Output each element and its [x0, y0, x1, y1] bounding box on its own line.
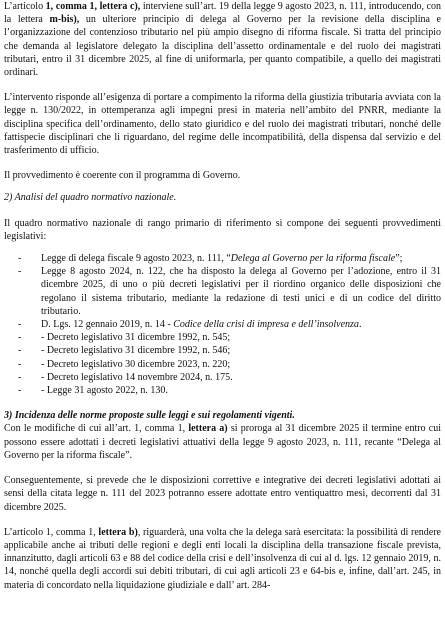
paragraph-article-1-letter-a: Con le modifiche di cui all’art. 1, comma 1, lettera a) si proroga al 31 dicembre 2025 il termine entro cui possono essere adottati i decreti legislativi attuativi della legge 9 agosto 2023, n. 111, recante “Delega al Governo per la riforma fiscale”.: [4, 423, 441, 461]
paragraph-article-1-letter-c: L’articolo 1, comma 1, lettera c), interviene sull’art. 19 della legge 9 agosto 2023, n. 111, introducendo, con la lettera m-bis), un ulteriore principio di delega al Governo per la revisione della disciplina e l’organizzazione del contenzioso tributario nel più ampio disegno di riforma fiscale. Si tratta del principio che demanda al legislatore delegato la disciplina dell’assetto ordinamentale e del ruolo dei magistrati tributari, entro il 31 dicembre 2025, al fine di uniformarla, per quanto compatibile, a quello dei magistrati ordinari.: [4, 1, 441, 79]
list-item: - Legge 8 agosto 2024, n. 122, che ha disposto la delega al Governo per l’adozione, entro il 31 dicembre 2025, di uno o più decreti legislativi per il riordino organico delle disposizioni che regolano il sistema tributario, mediante la redazione di testi unici e di un codice del diritto tributario.: [18, 266, 441, 317]
list-item: - - Decreto legislativo 31 dicembre 1992, n. 546;: [18, 345, 231, 357]
list-item: - D. Lgs. 12 gennaio 2019, n. 14 - Codice della crisi di impresa e dell’insolvenza.: [18, 319, 362, 331]
paragraph-corrective-provisions: Conseguentemente, si prevede che le disposizioni correttive e integrative dei decreti legislativi adottati ai sensi della citata legge n. 111 del 2023 potranno essere adottate entro ventiquattro mesi, decorrenti dal 31 dicembre 2025.: [4, 475, 441, 513]
section-heading-2: 2) Analisi del quadro normativo nazionale.: [4, 192, 177, 204]
list-item: - - Legge 31 agosto 2022, n. 130.: [18, 385, 168, 397]
list-item: - - Decreto legislativo 14 novembre 2024, n. 175.: [18, 371, 233, 383]
paragraph-article-1-letter-b: L’articolo 1, comma 1, lettera b), riguarderà, una volta che la delega sarà esercitata: la possibilità di rendere applicabile anche ai tributi delle regioni e degli enti locali la disciplina della transazione fiscale prevista, innanzitutto, dagli articoli 63 e 88 del codice della crisi e dell’insolvenza di cui al d. lgs. 12 gennaio 2019, n. 14, nonché quella degli accordi sui debiti tributari, di cui agli articoli 23 e 64-bis e, infine, dall’art. 245, in materia di concordato nella liquidazione giudiziale e dall’ art. 284-: [4, 526, 441, 591]
paragraph-intervention: L’intervento risponde all’esigenza di portare a compimento la riforma della giustizia tributaria avviata con la legge n. 130/2022, in ottemperanza agli impegni presi in materia nell’ambito del PNRR, mediante la disciplina specifica dell’ordinamento, dello stato giuridico e del ruolo dei magistrati tributari, nonché delle fattispecie disciplinari che li riguardano, del regime delle incompatibilità, della dispensa dal servizio e del trasferimento di ufficio.: [4, 92, 441, 157]
list-item: - - Decreto legislativo 31 dicembre 1992, n. 545;: [18, 332, 231, 344]
list-item: - - Decreto legislativo 30 dicembre 2023, n. 220;: [18, 358, 231, 370]
paragraph-normative-framework: Il quadro normativo nazionale di rango primario di riferimento si compone dei seguenti provvedimenti legislativi:: [4, 217, 441, 242]
list-item: - Legge di delega fiscale 9 agosto 2023, n. 111, “Delega al Governo per la riforma fiscale”;: [18, 253, 403, 265]
paragraph-government-program: Il provvedimento è coerente con il programma di Governo.: [4, 170, 241, 182]
section-heading-3: 3) Incidenza delle norme proposte sulle leggi e sui regolamenti vigenti.: [4, 410, 295, 422]
legislation-list: [4, 252, 441, 397]
